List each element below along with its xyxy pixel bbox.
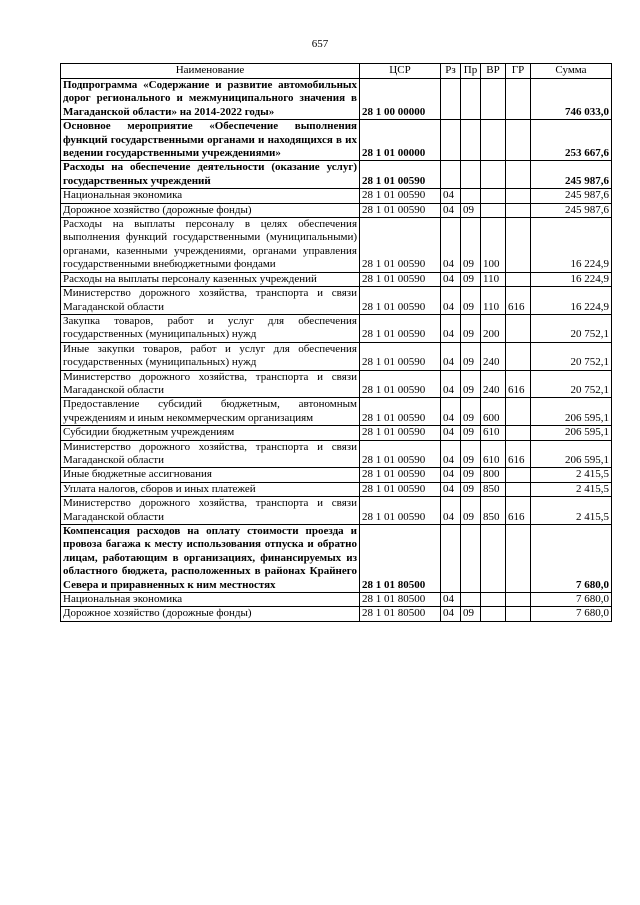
row-pr: 09 [461, 218, 481, 273]
row-name: Закупка товаров, работ и услуг для обеспечения государственных (муниципальных) нужд [61, 314, 360, 342]
row-vr [481, 120, 506, 161]
row-csr: 28 1 01 00590 [360, 370, 441, 398]
row-vr: 600 [481, 398, 506, 426]
row-gr [506, 607, 531, 621]
row-name: Расходы на обеспечение деятельности (оказание услуг) государственных учреждений [61, 161, 360, 189]
row-pr: 09 [461, 497, 481, 525]
table-row [61, 314, 612, 342]
row-sum: 20 752,1 [531, 314, 612, 342]
row-vr [481, 203, 506, 217]
row-pr: 09 [461, 468, 481, 482]
row-sum: 16 224,9 [531, 218, 612, 273]
row-csr: 28 1 01 00590 [360, 218, 441, 273]
row-rz: 04 [441, 189, 461, 203]
header-vr: ВР [481, 64, 506, 79]
row-csr: 28 1 01 00590 [360, 482, 441, 496]
row-pr: 09 [461, 440, 481, 468]
row-name: Министерство дорожного хозяйства, транспорта и связи Магаданской области [61, 370, 360, 398]
header-csr: ЦСР [360, 64, 441, 79]
row-pr [461, 593, 481, 607]
row-pr [461, 79, 481, 120]
table-row [61, 426, 612, 440]
row-sum: 2 415,5 [531, 482, 612, 496]
row-csr: 28 1 01 00590 [360, 272, 441, 286]
row-csr: 28 1 01 00590 [360, 398, 441, 426]
row-rz [441, 120, 461, 161]
row-name: Расходы на выплаты персоналу в целях обеспечения выполнения функций государственными (муниципальными) органами, казенными учреждениями, органами управления государственными внебюджетными фондами [61, 218, 360, 273]
row-name: Министерство дорожного хозяйства, транспорта и связи Магаданской области [61, 497, 360, 525]
table-row [61, 468, 612, 482]
row-vr: 240 [481, 370, 506, 398]
row-sum: 2 415,5 [531, 497, 612, 525]
table-row [61, 497, 612, 525]
row-csr: 28 1 01 00590 [360, 287, 441, 315]
row-pr: 09 [461, 482, 481, 496]
row-gr [506, 272, 531, 286]
row-name: Дорожное хозяйство (дорожные фонды) [61, 607, 360, 621]
table-row [61, 593, 612, 607]
header-gr: ГР [506, 64, 531, 79]
row-gr [506, 342, 531, 370]
row-csr: 28 1 01 80500 [360, 593, 441, 607]
row-gr [506, 398, 531, 426]
row-name: Иные бюджетные ассигнования [61, 468, 360, 482]
row-pr: 09 [461, 272, 481, 286]
table-row [61, 607, 612, 621]
header-name: Наименование [61, 64, 360, 79]
row-pr: 09 [461, 370, 481, 398]
header-sum: Сумма [531, 64, 612, 79]
row-vr [481, 525, 506, 593]
row-sum: 206 595,1 [531, 398, 612, 426]
row-pr: 09 [461, 314, 481, 342]
row-sum: 16 224,9 [531, 272, 612, 286]
row-name: Расходы на выплаты персоналу казенных учреждений [61, 272, 360, 286]
row-rz: 04 [441, 440, 461, 468]
row-vr [481, 189, 506, 203]
row-pr [461, 120, 481, 161]
row-pr: 09 [461, 203, 481, 217]
table-row [61, 161, 612, 189]
row-csr: 28 1 01 80500 [360, 525, 441, 593]
row-csr: 28 1 01 00590 [360, 468, 441, 482]
table-row [61, 342, 612, 370]
row-gr: 616 [506, 287, 531, 315]
row-sum: 7 680,0 [531, 525, 612, 593]
row-pr [461, 189, 481, 203]
row-vr: 100 [481, 218, 506, 273]
row-sum: 253 667,6 [531, 120, 612, 161]
row-rz: 04 [441, 272, 461, 286]
row-csr: 28 1 01 00590 [360, 497, 441, 525]
row-vr: 850 [481, 497, 506, 525]
row-name: Основное мероприятие «Обеспечение выполнения функций государственными органами и находящихся в их ведении государственными учреждениями» [61, 120, 360, 161]
row-vr: 240 [481, 342, 506, 370]
table-row [61, 525, 612, 593]
row-gr: 616 [506, 370, 531, 398]
row-rz: 04 [441, 482, 461, 496]
row-gr [506, 482, 531, 496]
row-pr: 09 [461, 342, 481, 370]
row-gr [506, 468, 531, 482]
row-rz: 04 [441, 203, 461, 217]
row-csr: 28 1 01 80500 [360, 607, 441, 621]
table-row [61, 287, 612, 315]
row-csr: 28 1 01 00590 [360, 203, 441, 217]
row-rz: 04 [441, 287, 461, 315]
row-vr: 610 [481, 426, 506, 440]
row-vr: 850 [481, 482, 506, 496]
row-rz: 04 [441, 497, 461, 525]
row-sum: 2 415,5 [531, 468, 612, 482]
header-rz: Рз [441, 64, 461, 79]
row-csr: 28 1 01 00590 [360, 342, 441, 370]
row-rz: 04 [441, 342, 461, 370]
table-row [61, 398, 612, 426]
row-sum: 206 595,1 [531, 440, 612, 468]
row-pr: 09 [461, 607, 481, 621]
row-pr [461, 525, 481, 593]
row-name: Иные закупки товаров, работ и услуг для обеспечения государственных (муниципальных) нужд [61, 342, 360, 370]
page-number: 657 [311, 38, 329, 50]
row-name: Предоставление субсидий бюджетным, автономным учреждениям и иным некоммерческим организациям [61, 398, 360, 426]
row-pr: 09 [461, 398, 481, 426]
row-rz: 04 [441, 607, 461, 621]
row-csr: 28 1 01 00590 [360, 440, 441, 468]
row-pr [461, 161, 481, 189]
row-gr [506, 203, 531, 217]
row-sum: 7 680,0 [531, 593, 612, 607]
row-sum: 206 595,1 [531, 426, 612, 440]
row-rz [441, 525, 461, 593]
row-gr [506, 161, 531, 189]
row-sum: 20 752,1 [531, 342, 612, 370]
row-sum: 16 224,9 [531, 287, 612, 315]
row-gr [506, 79, 531, 120]
row-sum: 245 987,6 [531, 203, 612, 217]
row-name: Уплата налогов, сборов и иных платежей [61, 482, 360, 496]
row-vr: 610 [481, 440, 506, 468]
table-row [61, 272, 612, 286]
table-row [61, 189, 612, 203]
row-gr [506, 218, 531, 273]
row-rz: 04 [441, 468, 461, 482]
row-rz: 04 [441, 398, 461, 426]
row-pr: 09 [461, 287, 481, 315]
row-csr: 28 1 00 00000 [360, 79, 441, 120]
table-row [61, 203, 612, 217]
row-csr: 28 1 01 00590 [360, 426, 441, 440]
row-rz: 04 [441, 314, 461, 342]
row-rz [441, 161, 461, 189]
row-name: Национальная экономика [61, 593, 360, 607]
row-gr: 616 [506, 497, 531, 525]
row-name: Компенсация расходов на оплату стоимости проезда и провоза багажа к месту использования отпуска и обратно лицам, работающим в организациях, финансируемых из областного бюджета, расположенных в районах Крайнего Севера и приравненных к ним местностях [61, 525, 360, 593]
budget-table [60, 63, 612, 622]
row-csr: 28 1 01 00590 [360, 161, 441, 189]
row-csr: 28 1 01 00000 [360, 120, 441, 161]
header-pr: Пр [461, 64, 481, 79]
row-vr [481, 79, 506, 120]
row-sum: 20 752,1 [531, 370, 612, 398]
row-gr: 616 [506, 440, 531, 468]
row-rz: 04 [441, 218, 461, 273]
row-pr: 09 [461, 426, 481, 440]
row-gr [506, 426, 531, 440]
row-name: Субсидии бюджетным учреждениям [61, 426, 360, 440]
row-vr: 110 [481, 287, 506, 315]
table-row [61, 440, 612, 468]
row-gr [506, 525, 531, 593]
row-rz [441, 79, 461, 120]
row-csr: 28 1 01 00590 [360, 314, 441, 342]
row-gr [506, 189, 531, 203]
row-name: Министерство дорожного хозяйства, транспорта и связи Магаданской области [61, 440, 360, 468]
row-vr: 200 [481, 314, 506, 342]
row-sum: 746 033,0 [531, 79, 612, 120]
row-sum: 7 680,0 [531, 607, 612, 621]
row-vr [481, 593, 506, 607]
row-gr [506, 120, 531, 161]
row-rz: 04 [441, 426, 461, 440]
table-row [61, 370, 612, 398]
row-vr [481, 161, 506, 189]
table-row [61, 218, 612, 273]
row-sum: 245 987,6 [531, 189, 612, 203]
row-csr: 28 1 01 00590 [360, 189, 441, 203]
row-gr [506, 314, 531, 342]
row-sum: 245 987,6 [531, 161, 612, 189]
row-vr: 110 [481, 272, 506, 286]
table-body [61, 79, 612, 622]
row-gr [506, 593, 531, 607]
row-vr: 800 [481, 468, 506, 482]
row-name: Подпрограмма «Содержание и развитие автомобильных дорог регионального и межмуниципального значения в Магаданской области» на 2014-2022 годы» [61, 79, 360, 120]
row-name: Национальная экономика [61, 189, 360, 203]
row-rz: 04 [441, 593, 461, 607]
table-header-row [61, 64, 612, 79]
row-name: Министерство дорожного хозяйства, транспорта и связи Магаданской области [61, 287, 360, 315]
row-vr [481, 607, 506, 621]
row-name: Дорожное хозяйство (дорожные фонды) [61, 203, 360, 217]
table-row [61, 120, 612, 161]
row-rz: 04 [441, 370, 461, 398]
table-row [61, 482, 612, 496]
table-row [61, 79, 612, 120]
